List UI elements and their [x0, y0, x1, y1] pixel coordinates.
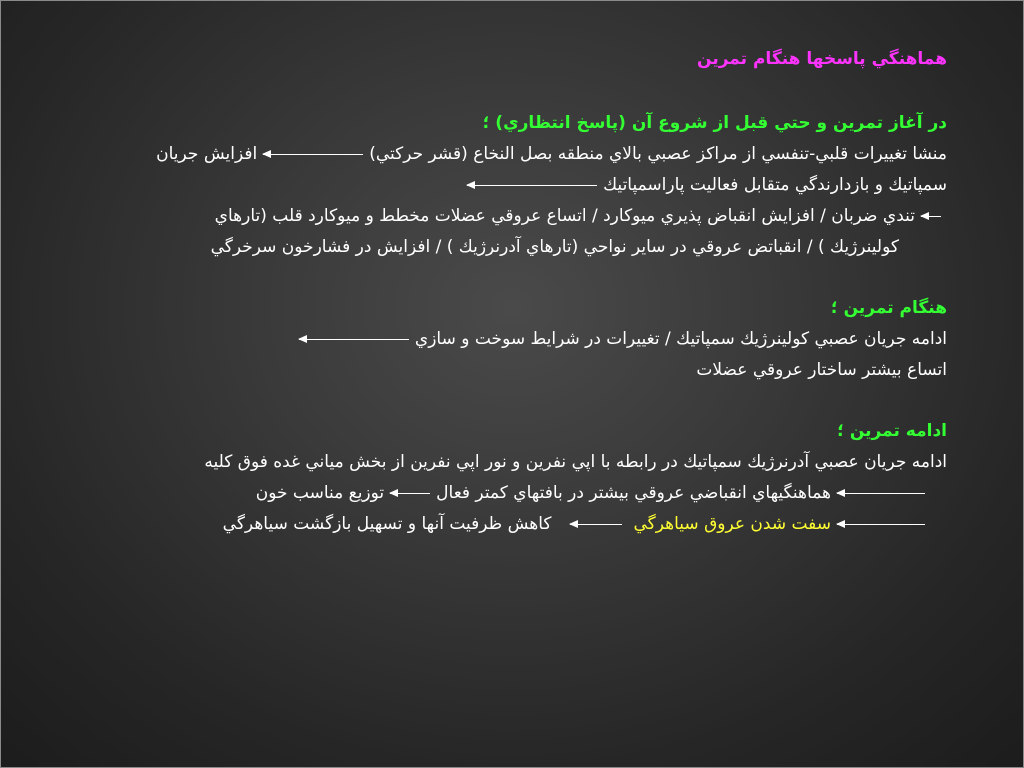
section3-line3-text-b: كاهش ظرفيت آنها و تسهيل بازگشت سياهرگي [222, 514, 552, 534]
section1-line1-text-a: منشا تغييرات قلبي-تنفسي از مراكز عصبي بالاي منطقه بصل النخاع (قشر حركتي) [369, 144, 947, 164]
section1-heading: در آغاز تمرين و حتي قبل از شروع آن (پاسخ انتظاري) ؛ [482, 113, 947, 133]
section1-line4: كولينرژيك ) / انقباتض عروقي در ساير نواحي (تارهاي آدرنرژيك ) / افزايش در فشارخون سرخرگي [210, 237, 899, 257]
section3-line2-text-a: هماهنگيهاي انقباضي عروقي بيشتر در بافتهاي كمتر فعال [436, 483, 831, 503]
arrow-left-icon [467, 185, 597, 186]
arrow-left-icon [837, 524, 925, 525]
section2-line1 [41, 327, 947, 351]
arrow-left-icon [921, 216, 941, 217]
section3-line2 [41, 481, 931, 505]
section2-heading: هنگام تمرين ؛ [830, 298, 947, 318]
arrow-left-icon [263, 154, 363, 155]
section3-line3 [41, 512, 931, 536]
section2-line1-text: ادامه جريان عصبي كولينرژيك سمپاتيك / تغييرات در شرايط سوخت و سازي [414, 329, 947, 349]
section1-line2-text: سمپاتيك و بازدارندگي متقابل فعاليت پاراسمپاتيك [603, 175, 947, 195]
arrow-left-icon [390, 493, 430, 494]
section3-heading: ادامه تمرين ؛ [837, 421, 947, 441]
section3-line1: ادامه جريان عصبي آدرنرژيك سمپاتيك در رابطه با اپي نفرين و نور اپي نفرين از بخش مياني غده فوق كليه [204, 452, 947, 472]
section1-line2 [41, 173, 947, 197]
section3-line2-text-b: توزيع مناسب خون [255, 483, 385, 503]
arrow-left-icon [570, 524, 622, 525]
section3-line3-text-a: سفت شدن عروق سياهرگي [633, 514, 831, 534]
section1-line1-text-b: افزايش جريان [156, 144, 258, 164]
slide-title: هماهنگي پاسخها هنگام تمرين [697, 49, 947, 69]
section2-line2: اتساع بيشتر ساختار عروقي عضلات [696, 360, 947, 380]
arrow-left-icon [299, 339, 409, 340]
section1-line3-text: تندي ضربان / افزايش انقباض پذيري ميوكارد / اتساع عروقي عضلات مخطط و ميوكارد قلب (تارهاي [214, 206, 915, 226]
section1-line3 [41, 204, 947, 228]
arrow-left-icon [837, 493, 925, 494]
section1-line1 [41, 142, 947, 166]
